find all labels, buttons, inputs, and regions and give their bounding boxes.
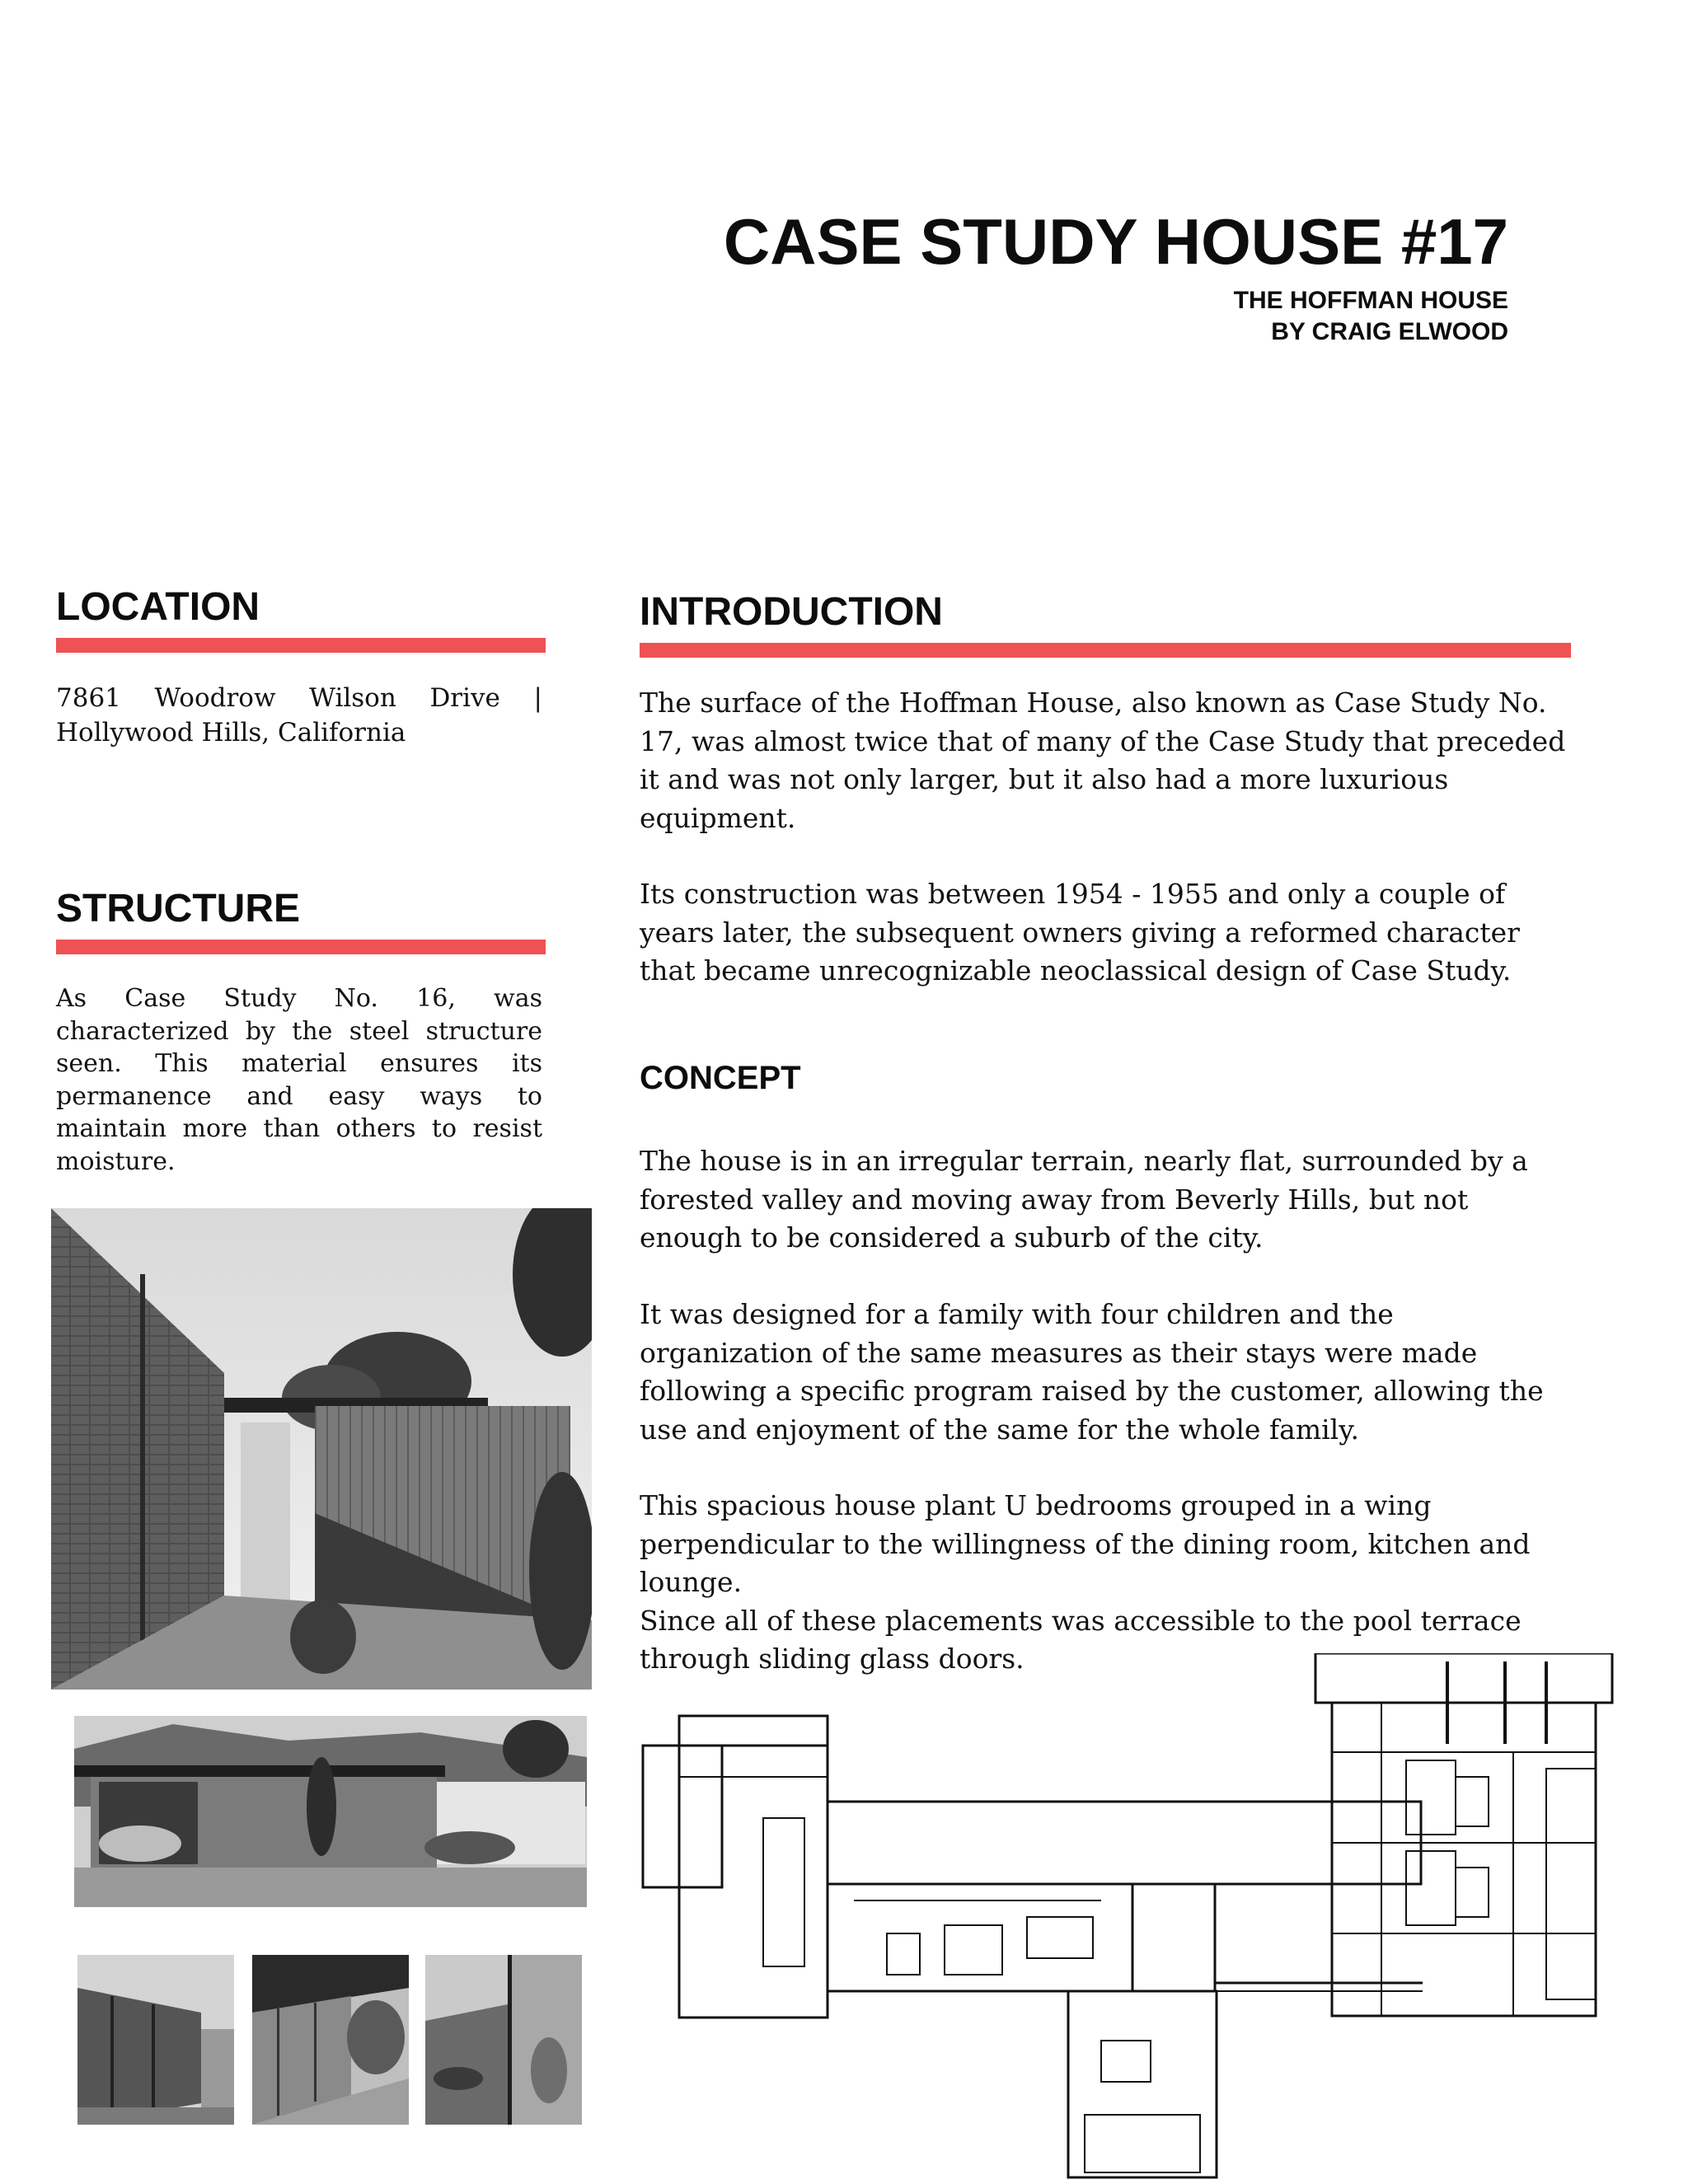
brick-wall-detail-photo: [77, 1955, 234, 2125]
floor-plan-drawing: [640, 1653, 1640, 2181]
courtyard-brick-wall-photo: [51, 1208, 592, 1690]
concept-paragraph: The house is in an irregular terrain, nearly flat, surrounded by a forested valley and moving away from Beverly Hills, but not enough to be considered a suburb of the city.: [640, 1145, 1528, 1254]
introduction-paragraph: Its construction was between 1954 - 1955 and only a couple of years later, the subsequent owners giving a reformed character that became unrecognizable neoclassical design of Case Study.: [640, 878, 1520, 987]
introduction-paragraph: The surface of the Hoffman House, also known as Case Study No. 17, was almost twice that of many of the Case Study that preceded it and was not only larger, but it also had a more luxurious equipment.: [640, 687, 1566, 834]
location-heading: LOCATION: [56, 585, 260, 629]
page-subtitle-house-name: THE HOFFMAN HOUSE: [1233, 287, 1508, 314]
concept-heading: CONCEPT: [640, 1060, 801, 1096]
concept-paragraph: This spacious house plant U bedrooms grouped in a wing perpendicular to the willingness of the dining room, kitchen and lounge. Since all of these placements was accessible to the pool terrace through sliding glass doors.: [640, 1489, 1531, 1675]
introduction-accent-bar: [640, 643, 1571, 658]
glass-panel-view-photo: [425, 1955, 582, 2125]
structure-heading: STRUCTURE: [56, 887, 300, 930]
glass-wall-corridor-photo: [252, 1955, 409, 2125]
page-subtitle-architect: BY CRAIG ELWOOD: [1271, 318, 1508, 345]
structure-text: As Case Study No. 16, was characterized by the steel structure seen. This material ensures its permanence and easy ways to maintain more than others to resist moisture.: [56, 984, 542, 1176]
page-title: CASE STUDY HOUSE #17: [723, 205, 1508, 278]
structure-accent-bar: [56, 940, 546, 954]
location-accent-bar: [56, 638, 546, 653]
location-text: 7861 Woodrow Wilson Drive | Hollywood Hills, California: [56, 683, 542, 748]
carport-exterior-photo: [74, 1716, 587, 1907]
concept-paragraph: It was designed for a family with four children and the organization of the same measures as their stays were made following a specific program raised by the customer, allowing the use and enjoyment of the same for the whole family.: [640, 1298, 1544, 1446]
introduction-heading: INTRODUCTION: [640, 590, 943, 634]
